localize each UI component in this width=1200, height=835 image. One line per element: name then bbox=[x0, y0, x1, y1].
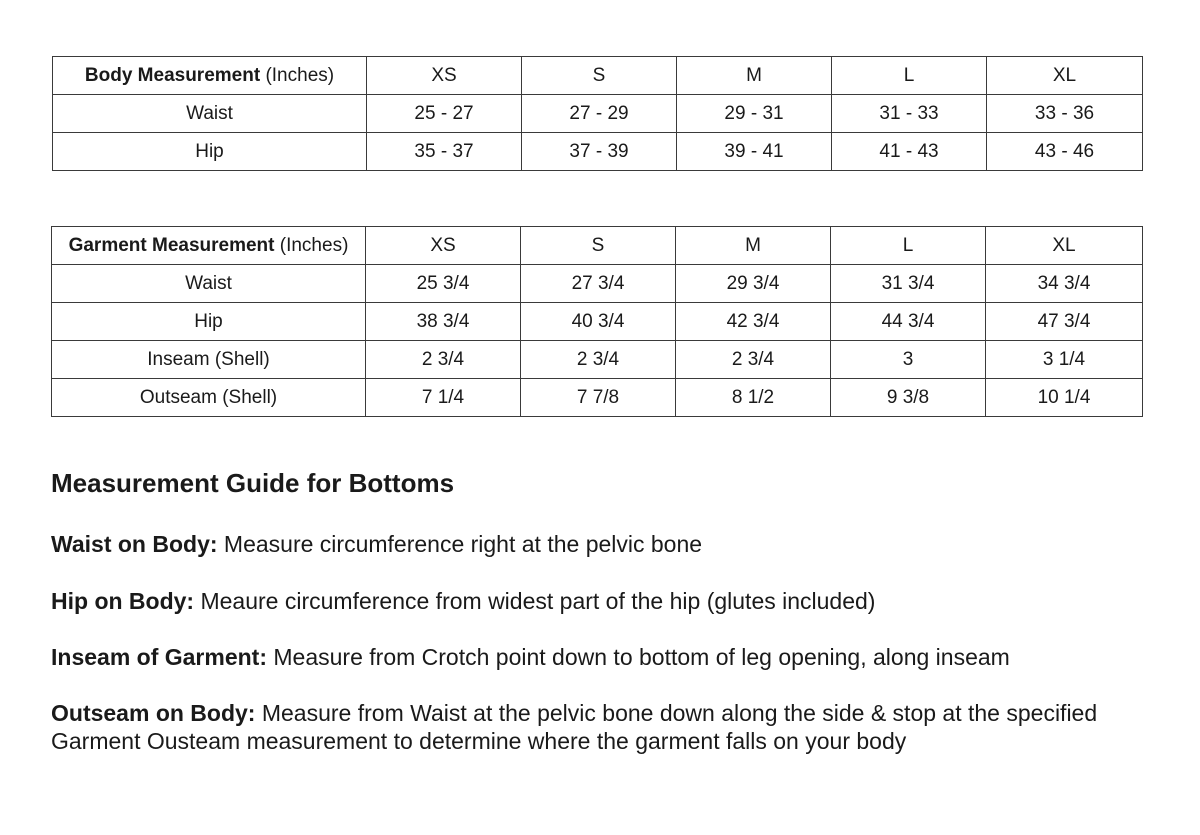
row-label: Waist bbox=[53, 95, 367, 133]
table-cell: 2 3/4 bbox=[521, 341, 676, 379]
size-header-xl: XL bbox=[987, 57, 1143, 95]
table-cell: 3 bbox=[831, 341, 986, 379]
guide-text: Measure from Crotch point down to bottom of leg opening, along inseam bbox=[267, 644, 1010, 670]
table-cell: 31 - 33 bbox=[832, 95, 987, 133]
table-cell: 34 3/4 bbox=[986, 265, 1143, 303]
guide-text: Meaure circumference from widest part of the hip (glutes included) bbox=[194, 588, 876, 614]
table-cell: 40 3/4 bbox=[521, 303, 676, 341]
table-cell: 44 3/4 bbox=[831, 303, 986, 341]
table-cell: 25 - 27 bbox=[367, 95, 522, 133]
table-cell: 7 1/4 bbox=[366, 379, 521, 417]
size-header-l: L bbox=[832, 57, 987, 95]
table-title-unit: (Inches) bbox=[260, 64, 335, 86]
table-row bbox=[52, 265, 1143, 303]
table-title-unit: (Inches) bbox=[274, 234, 349, 256]
size-header-m: M bbox=[677, 57, 832, 95]
table-row bbox=[53, 133, 1143, 171]
table-header-row bbox=[53, 57, 1143, 95]
table-cell: 29 3/4 bbox=[676, 265, 831, 303]
row-label: Inseam (Shell) bbox=[52, 341, 366, 379]
table-cell: 37 - 39 bbox=[522, 133, 677, 171]
guide-item-hip bbox=[51, 587, 1161, 615]
table-cell: 3 1/4 bbox=[986, 341, 1143, 379]
size-header-xs: XS bbox=[367, 57, 522, 95]
table-cell: 8 1/2 bbox=[676, 379, 831, 417]
table-cell: 47 3/4 bbox=[986, 303, 1143, 341]
table-row bbox=[53, 95, 1143, 133]
size-header-m: M bbox=[676, 227, 831, 265]
size-header-s: S bbox=[522, 57, 677, 95]
table-header-row bbox=[52, 227, 1143, 265]
guide-item-waist bbox=[51, 530, 1161, 558]
table-title-cell bbox=[53, 57, 367, 95]
table-title-cell bbox=[52, 227, 366, 265]
table-cell: 2 3/4 bbox=[676, 341, 831, 379]
table-cell: 29 - 31 bbox=[677, 95, 832, 133]
table-cell: 27 3/4 bbox=[521, 265, 676, 303]
row-label: Hip bbox=[53, 133, 367, 171]
table-cell: 43 - 46 bbox=[987, 133, 1143, 171]
guide-text: Measure circumference right at the pelvic bone bbox=[217, 531, 703, 557]
guide-text: Measure from Waist at the pelvic bone down along the side & stop at the specified Garment Ousteam measurement to determine where the garment falls on your body bbox=[51, 700, 1098, 754]
table-cell: 38 3/4 bbox=[366, 303, 521, 341]
body-measurement-table bbox=[52, 56, 1143, 171]
table-title: Garment Measurement bbox=[68, 234, 275, 256]
guide-term: Inseam of Garment: bbox=[51, 644, 267, 670]
table-cell: 9 3/8 bbox=[831, 379, 986, 417]
guide-item-inseam bbox=[51, 643, 1161, 671]
table-cell: 39 - 41 bbox=[677, 133, 832, 171]
size-header-xl: XL bbox=[986, 227, 1143, 265]
table-cell: 33 - 36 bbox=[987, 95, 1143, 133]
table-row bbox=[52, 379, 1143, 417]
table-cell: 10 1/4 bbox=[986, 379, 1143, 417]
garment-measurement-table bbox=[51, 226, 1143, 417]
table-cell: 2 3/4 bbox=[366, 341, 521, 379]
table-cell: 35 - 37 bbox=[367, 133, 522, 171]
table-row bbox=[52, 341, 1143, 379]
size-header-s: S bbox=[521, 227, 676, 265]
row-label: Hip bbox=[52, 303, 366, 341]
guide-term: Hip on Body: bbox=[51, 588, 195, 614]
table-cell: 27 - 29 bbox=[522, 95, 677, 133]
table-row bbox=[52, 303, 1143, 341]
table-cell: 31 3/4 bbox=[831, 265, 986, 303]
row-label: Waist bbox=[52, 265, 366, 303]
size-header-xs: XS bbox=[366, 227, 521, 265]
table-title: Body Measurement bbox=[84, 64, 261, 86]
table-cell: 7 7/8 bbox=[521, 379, 676, 417]
guide-term: Outseam on Body: bbox=[51, 700, 256, 726]
guide-item-outseam bbox=[51, 699, 1161, 755]
table-cell: 42 3/4 bbox=[676, 303, 831, 341]
size-header-l: L bbox=[831, 227, 986, 265]
guide-term: Waist on Body: bbox=[51, 531, 218, 557]
table-cell: 25 3/4 bbox=[366, 265, 521, 303]
table-cell: 41 - 43 bbox=[832, 133, 987, 171]
guide-title: Measurement Guide for Bottoms bbox=[51, 468, 455, 498]
row-label: Outseam (Shell) bbox=[52, 379, 366, 417]
